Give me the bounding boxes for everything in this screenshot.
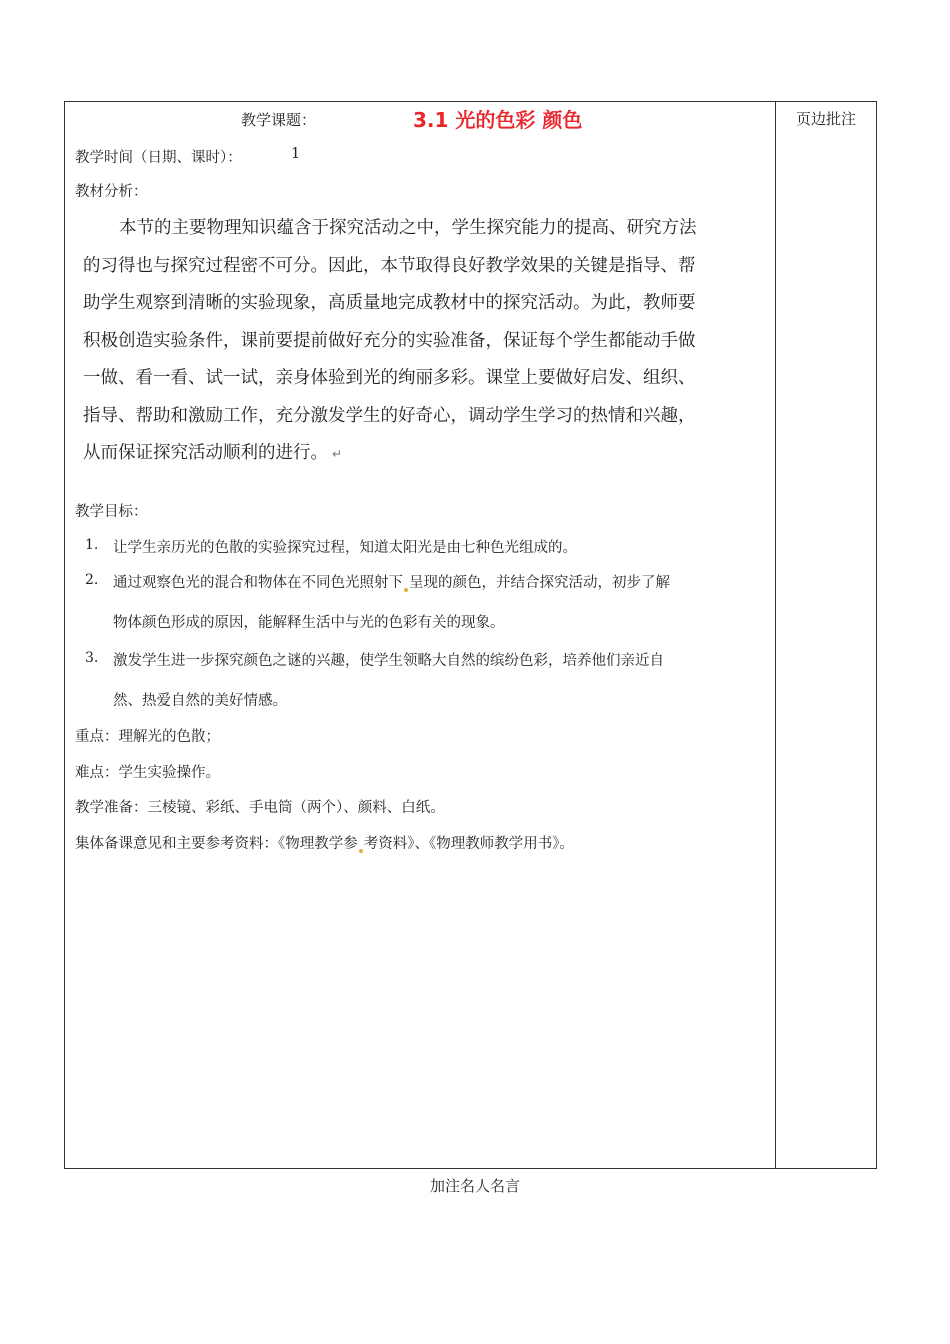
margin-notes-column [776,102,876,1168]
goal-number: 1. [85,537,99,553]
material-analysis-paragraph [83,210,773,473]
key-point: 重点：理解光的色散； [75,729,220,745]
analysis-line: 本节的主要物理知识蕴含于探究活动之中，学生探究能力的提高、研究方法 [119,218,697,238]
material-analysis-label: 教材分析： [75,184,148,200]
difficulty: 难点：学生实验操作。 [75,765,220,781]
edit-mark-icon [359,849,363,853]
preparation: 教学准备：三棱镜、彩纸、手电筒（两个）、颜料、白纸。 [75,800,445,816]
analysis-line: 一做、看一看、试一试，亲身体验到光的绚丽多彩。课堂上要做好启发、组织、 [83,368,696,388]
footer-note: 加注名人名言 [429,1177,520,1195]
goal-text-continued: 然、热爱自然的美好情感。 [113,693,287,709]
goal-text-continued: 物体颜色形成的原因，能解释生活中与光的色彩有关的现象。 [113,615,505,631]
return-mark-icon: ↵ [332,447,343,461]
goal-number: 3. [85,650,99,666]
analysis-line: 的习得也与探究过程密不可分。因此，本节取得良好教学效果的关键是指导、帮 [83,255,696,276]
goal-text: 通过观察色光的混合和物体在不同色光照射下 呈现的颜色，并结合探究活动，初步了解 [113,575,670,591]
lesson-title: 3.1 光的色彩 颜色 [413,108,583,132]
goal-text: 激发学生进一步探究颜色之谜的兴趣，使学生领略大自然的缤纷色彩，培养他们亲近自 [113,653,664,669]
goal-number: 2. [85,572,99,588]
analysis-line: 积极创造实验条件，课前要提前做好充分的实验准备，保证每个学生都能动手做 [83,330,696,351]
teaching-time-label: 教学时间（日期、课时）： [75,150,242,166]
main-column [65,102,776,1168]
analysis-line: 指导、帮助和激励工作，充分激发学生的好奇心，调动学生学习的热情和兴趣， [83,405,696,426]
margin-notes-title: 页边批注 [795,110,856,128]
references: 集体备课意见和主要参考资料：《物理教学参 考资料》、《物理教师教学用书》。 [75,836,574,852]
teaching-goals-label: 教学目标： [75,504,148,520]
analysis-line: 从而保证探究活动顺利的进行。 [83,443,328,463]
goal-text: 让学生亲历光的色散的实验探究过程，知道太阳光是由七种色光组成的。 [113,540,577,556]
edit-mark-icon [404,588,408,592]
teaching-time-value: 1 [291,146,301,162]
analysis-line: 助学生观察到清晰的实验现象，高质量地完成教材中的探究活动。为此，教师要 [83,293,696,313]
lesson-plan-table [64,101,877,1169]
lesson-topic-label: 教学课题： [241,111,317,129]
